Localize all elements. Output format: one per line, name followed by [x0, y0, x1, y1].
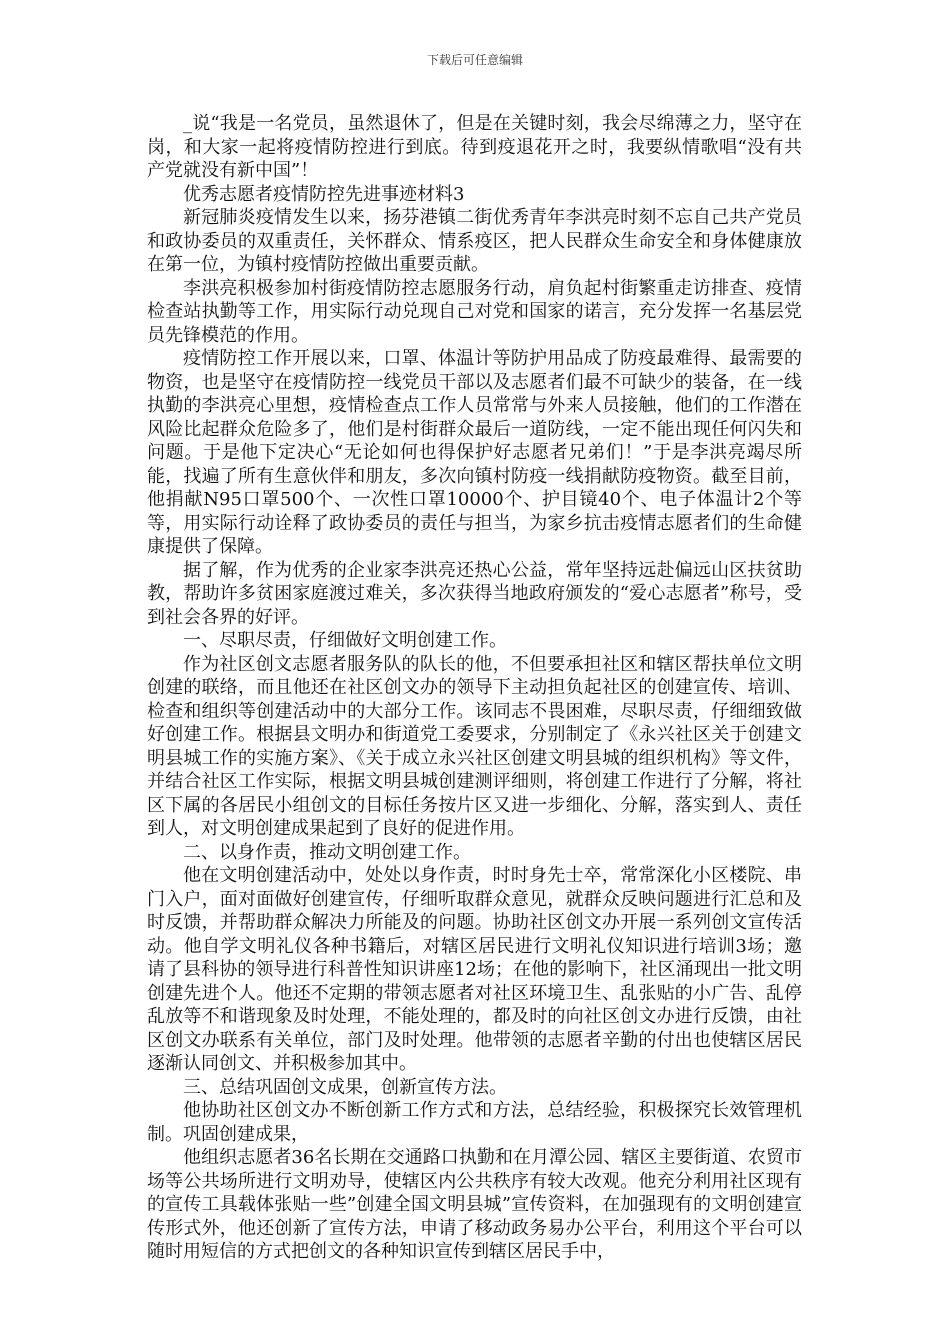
document-body [147, 112, 802, 1264]
section-title: 优秀志愿者疫情防控先进事迹材料3 [183, 183, 465, 205]
page-header-note: 下载后可任意编辑 [426, 53, 523, 67]
paragraph: 新冠肺炎疫情发生以来，扬芬港镇二街优秀青年李洪亮时刻不忘自己共产党员和政协委员的双重责任，关怀群众、情系疫区，把人民群众生命安全和身体健康放在第一位，为镇村疫情防控做出重要贡献。 [147, 207, 802, 275]
paragraph: 他组织志愿者36名长期在交通路口执勤和在月潭公园、辖区主要街道、农贸市场等公共场所进行文明劝导，使辖区内公共秩序有较大改观。他充分利用社区现有的宣传工具载体张贴一些”创建全国文明县城”宣传资料，在加强现有的文明创建宣传形式外，他还创新了宣传方法，申请了移动政务易办公平台，利用这个平台可以随时用短信的方式把创文的各种知识宣传到辖区居民手中， [147, 1147, 802, 1262]
paragraph: 据了解，作为优秀的企业家李洪亮还热心公益，常年坚持远赴偏远山区扶贫助教，帮助许多贫困家庭渡过难关，多次获得当地政府颁发的“爱心志愿者”称号，受到社会各界的好评。 [147, 559, 802, 628]
section-heading: 一、尽职尽责，仔细做好文明创建工作。 [183, 630, 507, 651]
paragraph: 作为社区创文志愿者服务队的队长的他，不但要承担社区和辖区帮扶单位文明创建的联络，而且他还在社区创文办的领导下主动担负起社区的创建宣传、培训、检查和组织等创建活动中的大部分工作。该同志不畏困难，尽职尽责，仔细细致做好创建工作。根据县文明办和街道党工委要求，分别制定了《永兴社区关于创建文明县城工作的实施方案》、《关于成立永兴社区创建文明县城的组织机构》等文件，并结合社区工作实际，根据文明县城创建测评细则，将创建工作进行了分解，将社区下属的各居民小组创文的目标任务按片区又进一步细化、分解，落实到人、责任到人，对文明创建成果起到了良好的促进作用。 [147, 653, 802, 839]
paragraph: 他在文明创建活动中，处处以身作责，时时身先士卒，常常深化小区楼院、串门入户，面对面做好创建宣传，仔细听取群众意见，就群众反映问题进行汇总和及时反馈，并帮助群众解决力所能及的问题。协助社区创文办开展一系列创文宣传活动。他自学文明礼仪各种书籍后，对辖区居民进行文明礼仪知识进行培训3场；邀请了县科协的领导进行科普性知识讲座12场；在他的影响下，社区涌现出一批文明创建先进个人。他还不定期的带领志愿者对社区环境卫生、乱张贴的小广告、乱停乱放等不和谐现象及时处理，不能处理的，都及时的向社区创文办进行反馈，由社区创文办联系有关单位，部门及时处理。他带领的志愿者辛勤的付出也使辖区居民逐渐认同创文、并积极参加其中。 [147, 865, 802, 1074]
section-heading: 二、以身作责，推动文明创建工作。 [183, 841, 471, 863]
paragraph: 疫情防控工作开展以来，口罩、体温计等防护用品成了防疫最难得、最需要的物资，也是坚守在疫情防控一线党员干部以及志愿者们最不可缺少的装备，在一线执勤的李洪亮心里想，疫情检查点工作人员常常与外来人员接触，他们的工作潜在风险比起群众危险多了，他们是村街群众最后一道防线，一定不能出现任何闪失和问题。于是他下定决心“无论如何也得保护好志愿者兄弟们！”于是李洪亮竭尽所能，找遍了所有生意伙伴和朋友，多次向镇村防疫一线捐献防疫物资。截至目前，他捐献N95口罩500个、一次性口罩10000个、护目镜40个、电子体温计2个等等，用实际行动诠释了政协委员的责任与担当，为家乡抗击疫情志愿者们的生命健康提供了保障。 [147, 348, 802, 557]
paragraph: 李洪亮积极参加村街疫情防控志愿服务行动，肩负起村街繁重走访排查、疫情检查站执勤等工作，用实际行动兑现自己对党和国家的诺言，充分发挥一名基层党员先锋模范的作用。 [147, 277, 802, 346]
paragraph: _说“我是一名党员，虽然退休了，但是在关键时刻，我会尽绵薄之力，坚守在岗，和大家一起将疫情防控进行到底。待到疫退花开之时，我要纵情歌唱“没有共产党就没有新中国”！ [147, 113, 802, 181]
paragraph: 他协助社区创文办不断创新工作方式和方法，总结经验，积极探究长效管理机制。巩固创建成果， [147, 1100, 802, 1145]
section-heading: 三、总结巩固创文成果，创新宣传方法。 [183, 1076, 507, 1098]
